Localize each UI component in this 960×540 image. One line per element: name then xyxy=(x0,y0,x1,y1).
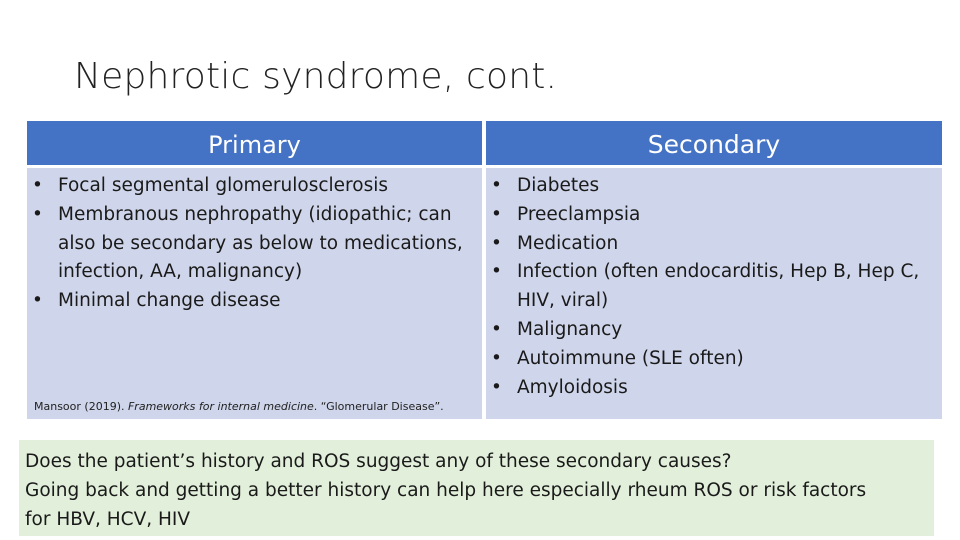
citation-work: Frameworks for internal medicine xyxy=(127,400,314,413)
citation xyxy=(34,400,444,413)
citation-authors: Mansoor (2019). xyxy=(34,400,128,413)
discussion-note xyxy=(19,440,934,536)
list-item: • Diabetes xyxy=(486,172,942,201)
comparison-table xyxy=(27,121,942,419)
list-item: • Autoimmune (SLE often) xyxy=(486,345,942,374)
list-item: • Preeclampsia xyxy=(486,201,942,230)
list-item: • Membranous nephropathy (idiopathic; can also be secondary as below to medications, infection, AA, malignancy) xyxy=(27,201,482,287)
list-item: • Amyloidosis xyxy=(486,374,942,403)
primary-cell xyxy=(27,168,482,419)
secondary-list xyxy=(486,172,942,402)
note-line: Going back and getting a better history can help here especially rheum ROS or risk factors xyxy=(25,480,867,501)
list-item: • Medication xyxy=(486,230,942,259)
note-line: Does the patient’s history and ROS suggest any of these secondary causes? xyxy=(25,451,732,472)
list-item: • Focal segmental glomerulosclerosis xyxy=(27,172,482,201)
primary-header: Primary xyxy=(27,121,482,165)
list-item: • Minimal change disease xyxy=(27,287,482,316)
note-line: for HBV, HCV, HIV xyxy=(25,509,191,530)
primary-list xyxy=(27,172,482,316)
list-item: • Malignancy xyxy=(486,316,942,345)
list-item: • Infection (often endocarditis, Hep B, Hep C, HIV, viral) xyxy=(486,258,942,316)
secondary-cell xyxy=(486,168,942,419)
slide-title: Nephrotic syndrome, cont. xyxy=(74,56,558,97)
secondary-header: Secondary xyxy=(486,121,942,165)
citation-rest: . “Glomerular Disease”. xyxy=(313,400,444,413)
